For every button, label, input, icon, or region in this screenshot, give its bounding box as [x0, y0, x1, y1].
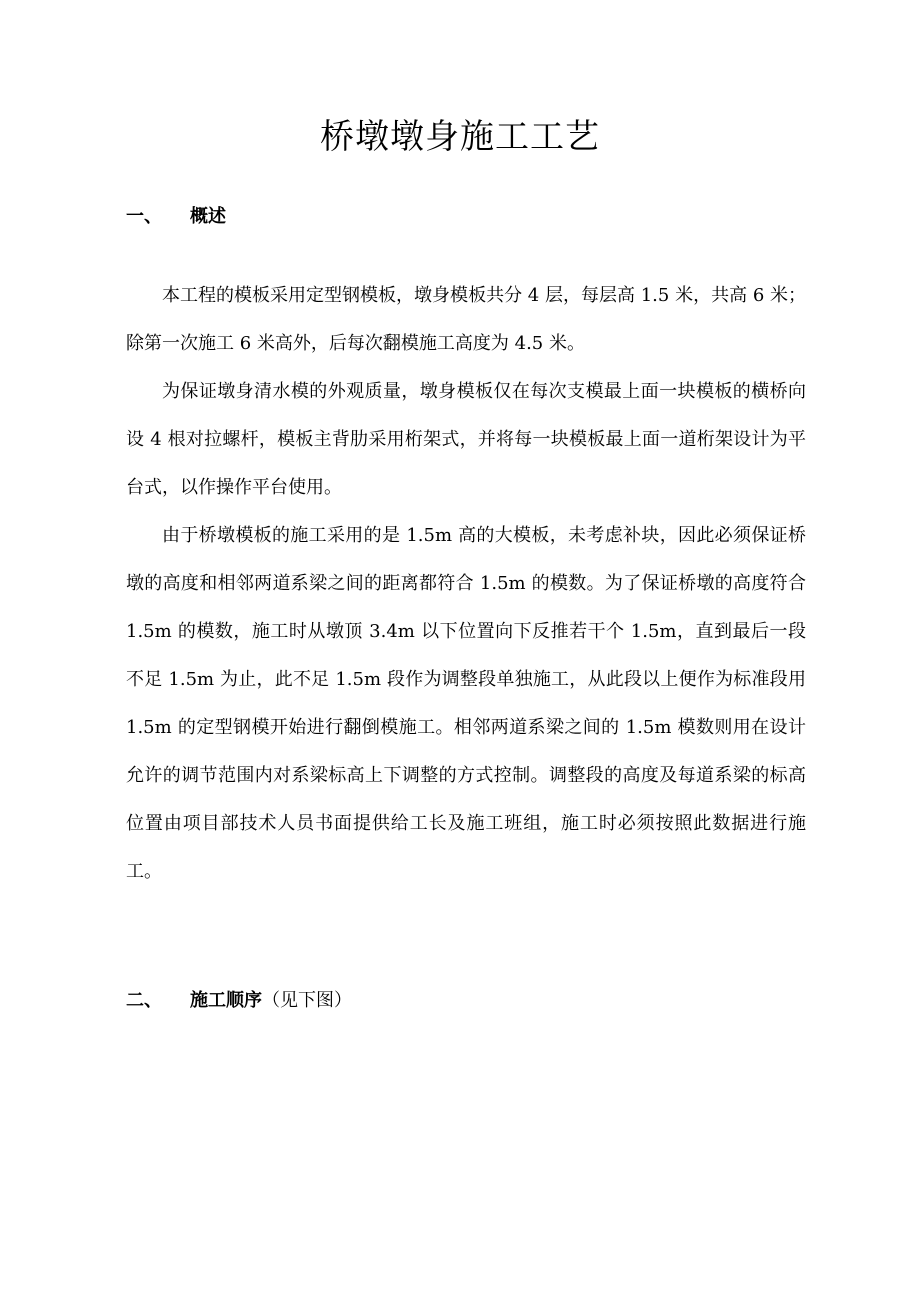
- section-2-heading: [126, 988, 352, 1014]
- section-1-title: 概述: [190, 206, 226, 227]
- document-title: 桥墩墩身施工工艺: [320, 117, 600, 157]
- section-1-number: 一、: [126, 206, 162, 227]
- section-1-heading: [126, 204, 226, 230]
- section-2-note: （见下图）: [262, 990, 352, 1011]
- paragraph-3: 由于桥墩模板的施工采用的是 1.5m 高的大模板，未考虑补块，因此必须保证桥墩的高度和相邻两道系梁之间的距离都符合 1.5m 的模数。为了保证桥墩的高度符合 1.5m 的模数，施工时从墩顶 3.4m 以下位置向下反推若干个 1.5m，直到最后一段不足 1.5m 为止，此不足 1.5m 段作为调整段单独施工，从此段以上便作为标准段用 1.5m 的定型钢模开始进行翻倒模施工。相邻两道系梁之间的 1.5m 模数则用在设计允许的调节范围内对系梁标高上下调整的方式控制。调整段的高度及每道系梁的标高位置由项目部技术人员书面提供给工长及施工班组，施工时必须按照此数据进行施工。: [126, 525, 806, 882]
- section-2-number: 二、: [126, 990, 162, 1011]
- section-2-title: 施工顺序: [190, 990, 262, 1011]
- paragraph-1: 本工程的模板采用定型钢模板，墩身模板共分 4 层，每层高 1.5 米，共高 6 米；除第一次施工 6 米高外，后每次翻模施工高度为 4.5 米。: [126, 285, 806, 354]
- paragraph-2: 为保证墩身清水模的外观质量，墩身模板仅在每次支模最上面一块模板的横桥向设 4 根对拉螺杆，模板主背肋采用桁架式，并将每一块模板最上面一道桁架设计为平台式，以作操作平台使用。: [126, 381, 806, 498]
